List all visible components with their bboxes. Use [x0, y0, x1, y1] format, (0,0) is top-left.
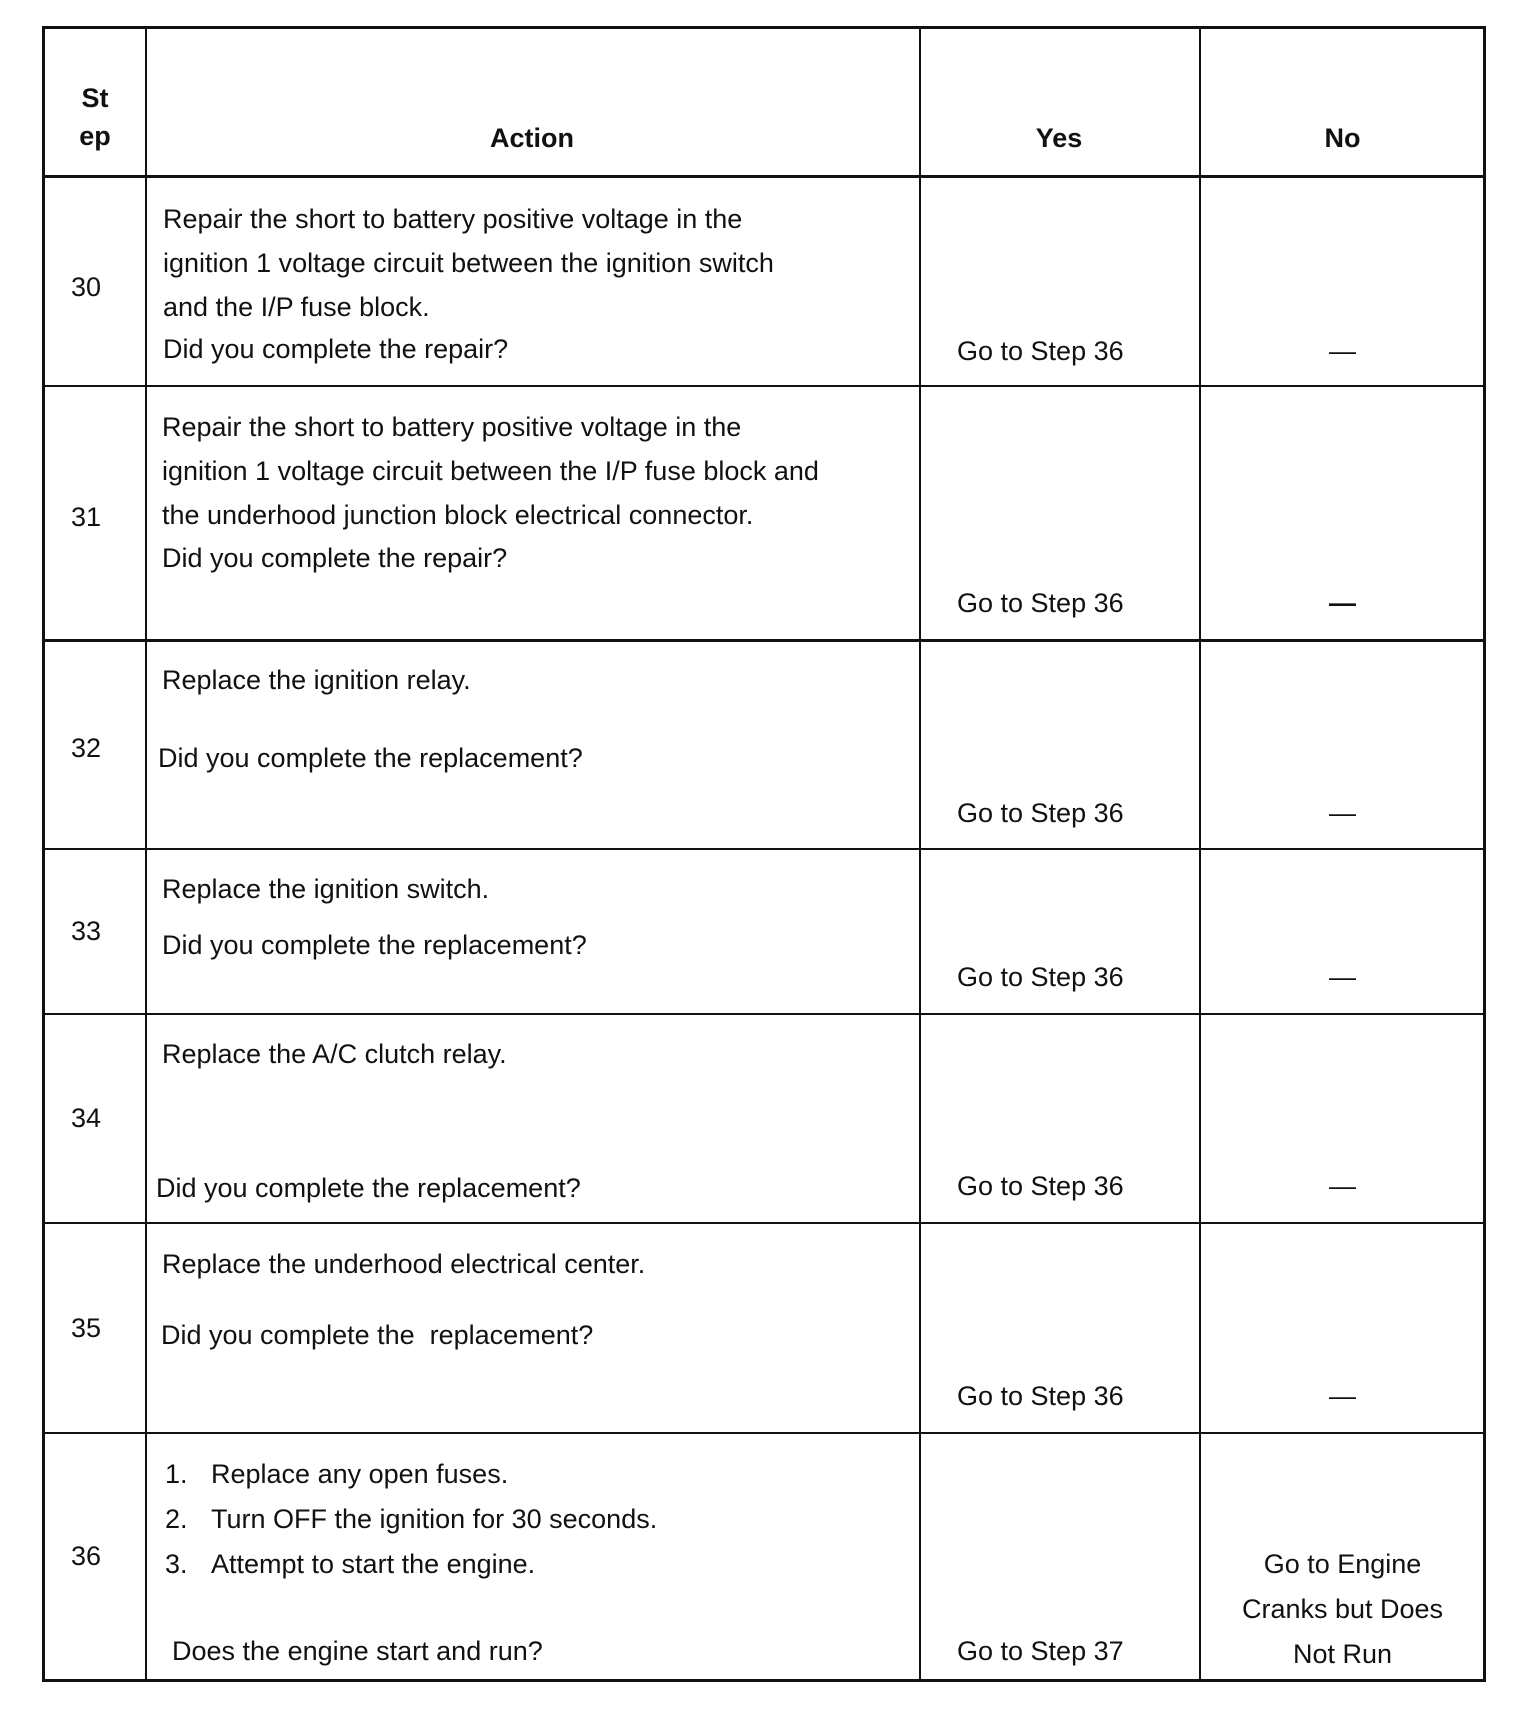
yes-cell: Go to Step 36	[957, 962, 1124, 992]
action-cell	[156, 1032, 902, 1212]
header-no: No	[1324, 123, 1361, 153]
action-line: ignition 1 voltage circuit between the I/P fuse block and	[162, 456, 819, 486]
diagnostic-table	[42, 26, 1486, 1682]
action-line: Did you complete the replacement?	[161, 1320, 594, 1350]
row-divider	[45, 385, 1483, 387]
action-cell	[162, 405, 902, 625]
action-cell	[158, 658, 902, 838]
action-line: Did you complete the replacement?	[158, 743, 583, 773]
step-number: 36	[71, 1541, 102, 1571]
action-line: the underhood junction block electrical connector.	[162, 500, 754, 530]
no-line: Cranks but Does	[1241, 1594, 1444, 1624]
action-cell	[165, 1452, 905, 1677]
header-step	[45, 79, 145, 155]
action-cell	[163, 197, 903, 377]
step-number: 35	[71, 1313, 102, 1343]
item-text: Attempt to start the engine.	[211, 1549, 536, 1579]
action-cell	[162, 867, 902, 1007]
action-line: Repair the short to battery positive voltage in the	[163, 204, 743, 234]
no-cell: —	[1329, 336, 1356, 366]
yes-cell: Go to Step 36	[957, 798, 1124, 828]
action-line: Replace the ignition switch.	[162, 874, 490, 904]
header-yes: Yes	[1035, 123, 1083, 153]
no-cell	[1199, 1542, 1486, 1677]
action-line: Did you complete the repair?	[163, 334, 509, 364]
item-number: 3.	[165, 1549, 188, 1579]
row-divider	[45, 175, 1483, 178]
row-divider	[45, 1432, 1483, 1434]
no-cell: —	[1329, 798, 1356, 828]
header-action: Action	[490, 123, 574, 153]
action-question: Does the engine start and run?	[172, 1636, 543, 1666]
item-number: 2.	[165, 1504, 188, 1534]
action-cell	[162, 1242, 902, 1422]
item-text: Turn OFF the ignition for 30 seconds.	[211, 1504, 658, 1534]
numbered-item	[165, 1497, 657, 1542]
step-number: 33	[71, 916, 102, 946]
header-step-line1: St	[81, 83, 109, 113]
row-divider	[45, 639, 1483, 642]
action-line: Replace the ignition relay.	[162, 665, 471, 695]
yes-cell: Go to Step 36	[957, 336, 1124, 366]
item-number: 1.	[165, 1459, 188, 1489]
action-line: ignition 1 voltage circuit between the ignition switch	[163, 248, 774, 278]
action-line: Repair the short to battery positive voltage in the	[162, 412, 742, 442]
action-line: Replace the A/C clutch relay.	[162, 1039, 507, 1069]
action-line: Did you complete the repair?	[162, 543, 508, 573]
yes-cell: Go to Step 36	[957, 1171, 1124, 1201]
no-cell: —	[1329, 962, 1356, 992]
row-divider	[45, 1013, 1483, 1015]
yes-cell: Go to Step 37	[957, 1636, 1124, 1666]
row-divider	[45, 848, 1483, 850]
action-line: Did you complete the replacement?	[162, 930, 587, 960]
action-line: Replace the underhood electrical center.	[162, 1249, 646, 1279]
no-line: Not Run	[1292, 1639, 1393, 1669]
no-cell: —	[1329, 1171, 1356, 1201]
numbered-item	[165, 1452, 508, 1497]
header-step-line2: ep	[79, 121, 111, 151]
step-number: 30	[71, 272, 102, 302]
step-number: 34	[71, 1103, 102, 1133]
yes-cell: Go to Step 36	[957, 588, 1124, 618]
no-cell: —	[1329, 588, 1356, 618]
no-cell: —	[1329, 1381, 1356, 1411]
step-number: 32	[71, 733, 102, 763]
action-line: and the I/P fuse block.	[163, 292, 430, 322]
no-line: Go to Engine	[1263, 1549, 1422, 1579]
action-line: Did you complete the replacement?	[156, 1173, 581, 1203]
row-divider	[45, 1222, 1483, 1224]
yes-cell: Go to Step 36	[957, 1381, 1124, 1411]
numbered-item	[165, 1542, 535, 1587]
item-text: Replace any open fuses.	[211, 1459, 509, 1489]
step-number: 31	[71, 502, 102, 532]
